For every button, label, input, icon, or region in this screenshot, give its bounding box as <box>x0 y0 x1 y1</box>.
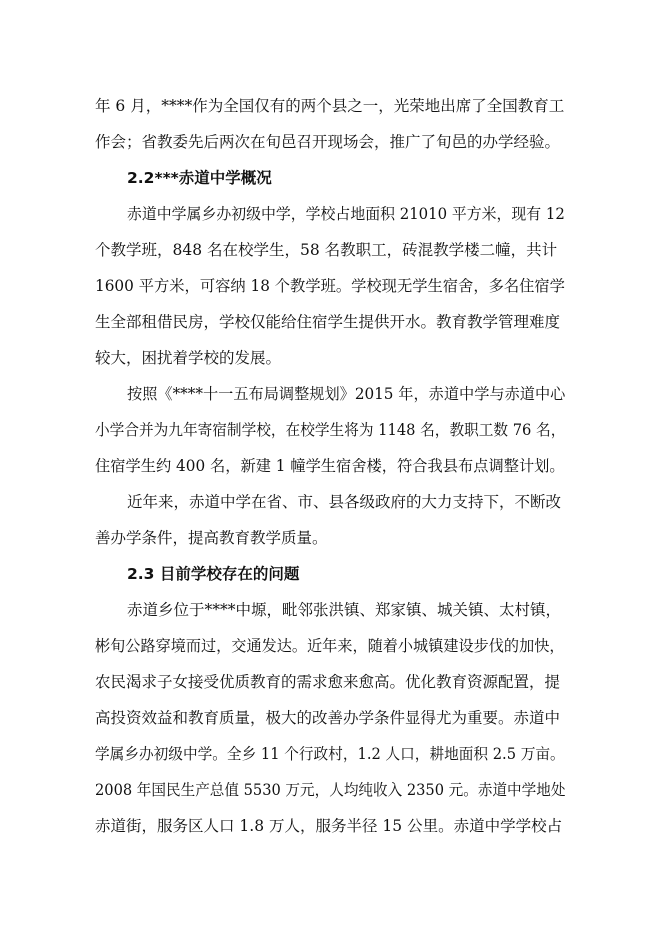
paragraph-line <box>0 772 662 808</box>
line-text: 1600 平方米，可容纳 18 个教学班。学校现无学生宿舍，多名住宿学 <box>95 277 565 295</box>
paragraph-line <box>0 268 662 304</box>
line-text: 作会；省教委先后两次在旬邑召开现场会，推广了旬邑的办学经验。 <box>95 133 561 151</box>
line-text: 按照《****十一五布局调整规划》2015 年，赤道中学与赤道中心 <box>127 385 566 403</box>
line-text: 小学合并为九年寄宿制学校，在校学生将为 1148 名，教职工数 76 名， <box>95 421 566 439</box>
paragraph-line <box>0 700 662 736</box>
paragraph-line <box>0 124 662 160</box>
line-text: 住宿学生约 400 名，新建 1 幢学生宿舍楼，符合我县布点调整计划。 <box>95 457 565 475</box>
paragraph-line <box>0 628 662 664</box>
line-text: 赤道乡位于****中塬，毗邻张洪镇、郑家镇、城关镇、太村镇， <box>127 601 562 619</box>
paragraph-line <box>0 808 662 844</box>
paragraph-line <box>0 448 662 484</box>
line-text: 学属乡办初级中学。全乡 11 个行政村，1.2 人口，耕地面积 2.5 万亩。 <box>95 745 565 763</box>
paragraph-line <box>0 484 662 520</box>
section-heading <box>0 556 662 592</box>
paragraph-line <box>0 736 662 772</box>
line-text: 较大，困扰着学校的发展。 <box>95 349 282 367</box>
heading-text: 2.2***赤道中学概况 <box>127 169 272 187</box>
paragraph-line <box>0 520 662 556</box>
paragraph-line <box>0 88 662 124</box>
line-text: 彬旬公路穿境而过，交通发达。近年来，随着小城镇建设步伐的加快， <box>95 637 565 655</box>
line-text: 赤道街，服务区人口 1.8 万人，服务半径 15 公里。赤道中学学校占 <box>95 817 563 835</box>
paragraph-line <box>0 232 662 268</box>
line-text: 2008 年国民生产总值 5530 万元，人均纯收入 2350 元。赤道中学地处 <box>95 781 566 799</box>
line-text: 生全部租借民房，学校仅能给住宿学生提供开水。教育教学管理难度 <box>95 313 561 331</box>
line-text: 善办学条件，提高教育教学质量。 <box>95 529 328 547</box>
heading-text: 2.3 目前学校存在的问题 <box>127 565 300 583</box>
line-text: 农民渴求子女接受优质教育的需求愈来愈高。优化教育资源配置，提 <box>95 673 561 691</box>
line-text: 个教学班，848 名在校学生，58 名教职工，砖混教学楼二幢，共计 <box>95 241 558 259</box>
line-text: 高投资效益和教育质量，极大的改善办学条件显得尤为重要。赤道中 <box>95 709 561 727</box>
paragraph-line <box>0 304 662 340</box>
paragraph-line <box>0 340 662 376</box>
paragraph-line <box>0 664 662 700</box>
line-text: 年 6 月，****作为全国仅有的两个县之一，光荣地出席了全国教育工 <box>95 97 565 115</box>
paragraph-line <box>0 376 662 412</box>
line-text: 近年来，赤道中学在省、市、县各级政府的大力支持下，不断改 <box>127 493 562 511</box>
paragraph-line <box>0 196 662 232</box>
section-heading <box>0 160 662 196</box>
paragraph-line <box>0 412 662 448</box>
paragraph-line <box>0 592 662 628</box>
line-text: 赤道中学属乡办初级中学，学校占地面积 21010 平方米，现有 12 <box>127 205 565 223</box>
